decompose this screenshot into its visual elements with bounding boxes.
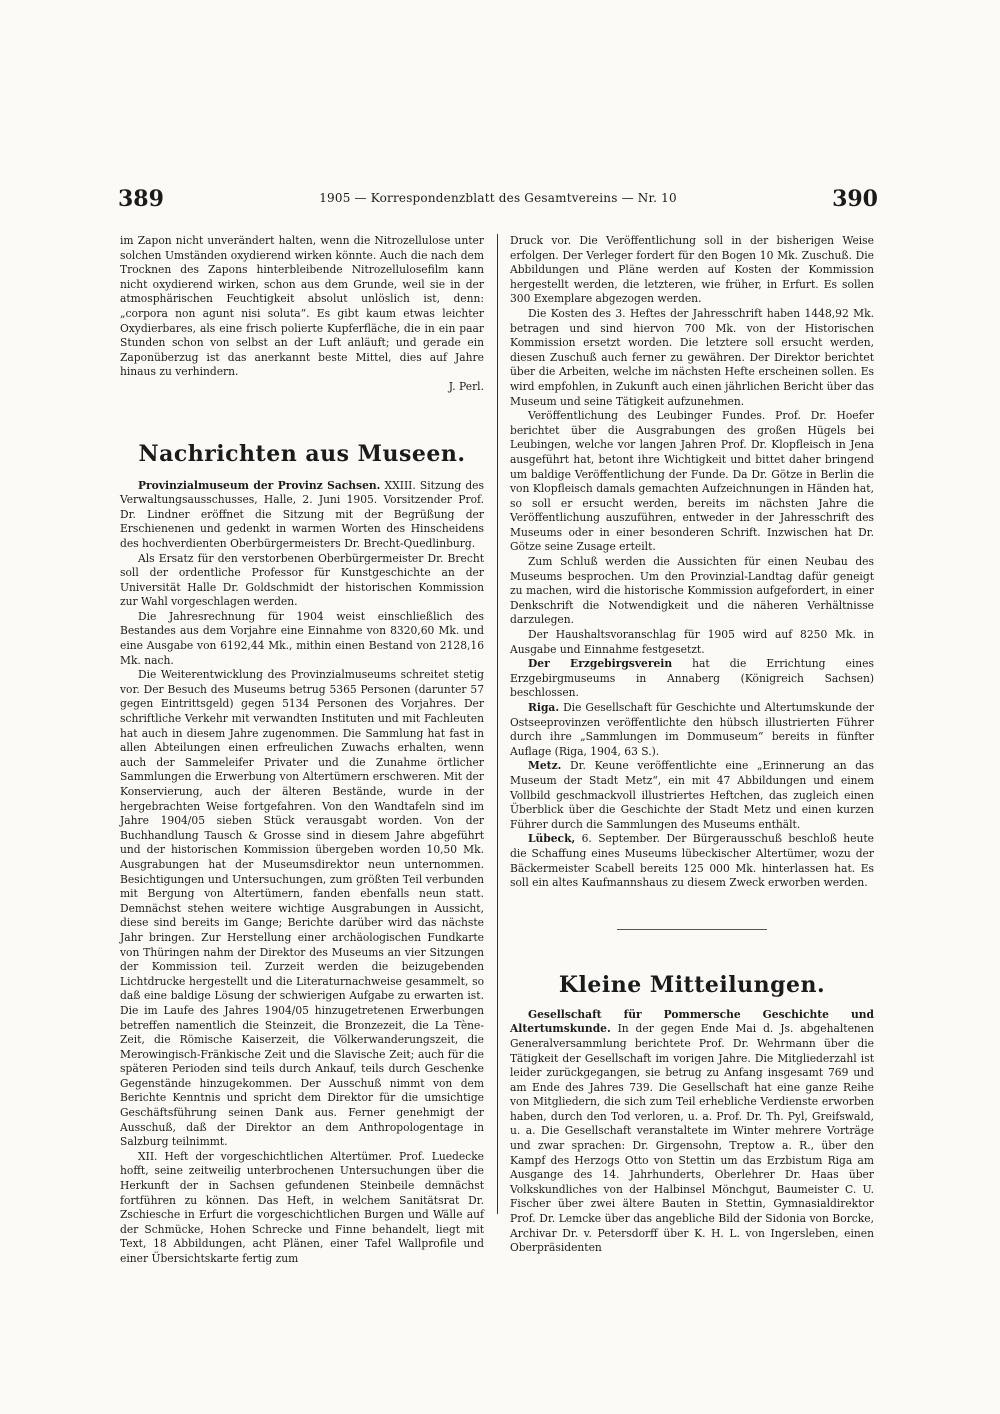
right-column bbox=[510, 234, 874, 1256]
paragraph: Druck vor. Die Veröffentlichung soll in der bisherigen Weise erfolgen. Der Verleger fordert für den Bogen 10 Mk. Zuschuß. Die Abbildungen und Pläne werden auf Kosten der Kommission hergestellt werden, die letzteren, wie früher, in Erfurt. Es sollen 300 Exemplare abgezogen werden. bbox=[510, 234, 874, 306]
paragraph: Der Haushaltsvoranschlag für 1905 wird auf 8250 Mk. in Ausgabe und Einnahme festgesetzt. bbox=[510, 628, 874, 656]
paragraph-lead: Lübeck, bbox=[528, 832, 576, 846]
paragraph: Die Jahresrechnung für 1904 weist einschließlich des Bestandes aus dem Vorjahre eine Einnahme von 8320,60 Mk. und eine Ausgabe von 6192,44 Mk., mithin einen Bestand von 2128,16 Mk. nach. bbox=[120, 609, 484, 667]
paragraph: Die Kosten des 3. Heftes der Jahresschrift haben 1448,92 Mk. betragen und sind hiervon 700 Mk. von der Historischen Kommission ersetzt worden. Die letztere soll ersucht werden, diesen Zuschuß auch ferner zu gewähren. Der Direktor berichtet über die Arbeiten, welche im nächsten Hefte erscheinen sollen. Es wird empfohlen, in Zukunft auch einen jährlichen Bericht über das Museum und seine Tätigkeit aufzunehmen. bbox=[510, 306, 874, 408]
paragraph: Riga. Die Gesellschaft für Geschichte und Altertumskunde der Ostseeprovinzen veröffentlichte den hübsch illustrierten Führer durch ihre „Sammlungen im Dommuseum“ bereits in fünfter Auflage (Riga, 1904, 63 S.). bbox=[510, 701, 874, 758]
left-column bbox=[120, 234, 484, 1267]
paragraph-lead: Provinzialmuseum der Provinz Sachsen. bbox=[138, 478, 381, 492]
paragraph: Lübeck, 6. September. Der Bürgerausschuß beschloß heute die Schaffung eines Museums lübeckischer Altertümer, wozu der Bäckermeister Scabell bereits 125 000 Mk. hinterlassen hat. Es soll ein altes Kaufmannshaus zu diesem Zweck erworben werden. bbox=[510, 832, 874, 890]
paragraph-lead: Gesellschaft für Pommersche Geschichte und Altertumskunde. bbox=[510, 1007, 874, 1036]
paragraph: Veröffentlichung des Leubinger Fundes. Prof. Dr. Hoefer berichtet über die Ausgrabungen des großen Hügels bei Leubingen, welche vor langen Jahren Prof. Dr. Klopfleisch in Jena ausgeführt hat, betont ihre Wichtigkeit und bittet daher bringend um baldige Veröffentlichung der Funde. Da Dr. Götze in Berlin die von Klopfleisch damals gemachten Aufzeichnungen in Händen hat, so soll er ersucht werden, bereits im nächsten Jahre die Veröffentlichung auszuführen, entweder in der Jahresschrift des Museums oder in einer besonderen Schrift. Inzwischen hat Dr. Götze seine Zusage erteilt. bbox=[510, 409, 874, 554]
section-heading: Kleine Mitteilungen. bbox=[558, 971, 826, 998]
page-number-left: 389 bbox=[118, 186, 164, 212]
column-divider bbox=[497, 234, 498, 1214]
author-signature: J. Perl. bbox=[448, 379, 484, 393]
paragraph: Provinzialmuseum der Provinz Sachsen. XXIII. Sitzung des Verwaltungsausschusses, Halle, 2. Juni 1905. Vorsitzender Prof. Dr. Lindner eröffnet die Sitzung mit der Begrüßung der Erschienenen und gedenkt in warmen Worten des Hinscheidens des hochverdienten Oberbürgermeisters Dr. Brecht-Quedlinburg. bbox=[120, 478, 484, 550]
paragraph: XII. Heft der vorgeschichtlichen Altertümer. Prof. Luedecke hofft, seine zeitweilig unterbrochenen Untersuchungen über die Herkunft der in Sachsen gefundenen Steinbeile demnächst fortführen zu können. Das Heft, in welchem Sanitätsrat Dr. Zschiesche in Erfurt die vorgeschichtlichen Burgen und Wälle auf der Schmücke, Hohen Schrecke und Finne behandelt, liegt mit Text, 18 Abbildungen, acht Plänen, einer Tafel Wallprofile und einer Übersichtskarte fertig zum bbox=[120, 1149, 484, 1265]
page-number-right: 390 bbox=[832, 186, 878, 212]
running-title: 1905 — Korrespondenzblatt des Gesamtvereins — Nr. 10 bbox=[319, 191, 677, 205]
section-heading: Nachrichten aus Museen. bbox=[138, 440, 466, 467]
paragraph-lead: Riga. bbox=[528, 701, 560, 714]
paragraph: Die Weiterentwicklung des Provinzialmuseums schreitet stetig vor. Der Besuch des Museums betrug 5365 Personen (darunter 57 gegen Eintrittsgeld) gegen 5134 Personen des Vorjahres. Der schriftliche Verkehr mit verwandten Instituten und mit Fachleuten hat auch in diesem Jahre zugenommen. Die Sammlung hat fast in allen Abteilungen einen erfreulichen Zuwachs erhalten, wenn auch der Sammeleifer Privater und die Zunahme örtlicher Sammlungen die Erwerbung von Altertümern erschweren. Mit der Konservierung, auch der älteren Bestände, wurde in der hergebrachten Weise fortgefahren. Von den Wandtafeln sind im Jahre 1904/05 sieben Stück verausgabt worden. Von der Buchhandlung Tausch & Grosse sind in diesem Jahre abgeführt und der historischen Kommission übergeben worden 10,50 Mk. Ausgrabungen hat der Museumsdirektor neun unternommen. Besichtigungen und Untersuchungen, zum größten Teil verbunden mit Bergung von Altertümern, fanden ebenfalls neun statt. Demnächst stehen weitere wichtige Ausgrabungen in Aussicht, diese sind bereits im Gange; Berichte darüber wird das nächste Jahr bringen. Zur Herstellung einer archäologischen Fundkarte von Thüringen nahm der Direktor des Museums an vier Sitzungen der Kommission teil. Zurzeit werden die beizugebenden Lichtdrucke hergestellt und die Literaturnachweise gesammelt, so daß eine baldige Lösung der schwierigen Aufgabe zu erwarten ist. Die im Laufe des Jahres 1904/05 hinzugetretenen Erwerbungen betreffen namentlich die Steinzeit, die Bronzezeit, die La Tène-Zeit, die Römische Kaiserzeit, die Völkerwanderungszeit, die Merowingisch-Fränkische Zeit und die Slavische Zeit; auch für die späteren Perioden sind teils durch Ankauf, teils durch Geschenke Gegenstände hinzugekommen. Der Ausschuß nimmt von dem Berichte Kenntnis und spricht dem Direktor für die umsichtige Geschäftsführung seinen Dank aus. Ferner genehmigt der Ausschuß, daß der Direktor an dem Anthropologentage in Salzburg teilnimmt. bbox=[120, 668, 484, 1149]
paragraph: Als Ersatz für den verstorbenen Oberbürgermeister Dr. Brecht soll der ordentliche Professor für Kunstgeschichte an der Universität Halle Dr. Goldschmidt der historischen Kommission zur Wahl vorgeschlagen werden. bbox=[120, 551, 484, 609]
paragraph: Zum Schluß werden die Aussichten für einen Neubau des Museums besprochen. Um den Provinzial-Landtag dafür geneigt zu machen, wird die historische Kommission aufgefordert, in einer Denkschrift die Notwendigkeit und die näheren Verhältnisse darzulegen. bbox=[510, 555, 874, 627]
paragraph-lead: Der Erzgebirgsverein bbox=[528, 657, 673, 671]
paragraph: Metz. Dr. Keune veröffentlichte eine „Erinnerung an das Museum der Stadt Metz“, ein mit 47 Abbildungen und einem Vollbild geschmackvoll illustriertes Heftchen, das zugleich einen Überblick über die Geschichte der Stadt Metz und einen kurzen Führer durch die Sammlungen des Museums enthält. bbox=[510, 759, 874, 831]
paragraph: Gesellschaft für Pommersche Geschichte und Altertumskunde. In der gegen Ende Mai d. Js. abgehaltenen Generalversammlung berichtete Prof. Dr. Wehrmann über die Tätigkeit der Gesellschaft im vorigen Jahre. Die Mitgliederzahl ist leider zurückgegangen, sie betrug zu Anfang insgesamt 769 und am Ende des Jahres 739. Die Gesellschaft hat eine ganze Reihe von Mitgliedern, die sich zum Teil erhebliche Verdienste erworben haben, durch den Tod verloren, u. a. Prof. Dr. Th. Pyl, Greifswald, u. a. Die Gesellschaft veranstaltete im Winter mehrere Vorträge und zwar sprachen: Dr. Girgensohn, Treptow a. R., über den Kampf des Herzogs Otto von Stettin um das Erzbistum Riga am Ausgange des 14. Jahrhunderts, Oberlehrer Dr. Haas über Volkskundliches von der Halbinsel Mönchgut, Baumeister C. U. Fischer über zwei ältere Bauten in Stettin, Gymnasialdirektor Prof. Dr. Lemcke über das angebliche Bild der Sidonia von Borcke, Archivar Dr. v. Petersdorff über K. H. L. von Ingersleben, einen Oberpräsidenten bbox=[510, 1007, 874, 1255]
paragraph: Der Erzgebirgsverein hat die Errichtung eines Erzgebirgmuseums in Annaberg (Königreich Sachsen) beschlossen. bbox=[510, 657, 874, 700]
paragraph-lead: Metz. bbox=[528, 759, 562, 773]
page-header bbox=[118, 186, 878, 216]
paragraph: im Zapon nicht unverändert halten, wenn die Nitrozellulose unter solchen Umständen oxydierend wirken könnte. Auch die nach dem Trocknen des Zapons hinterbleibende Nitrozellulosefilm kann nicht oxydierend wirken, schon aus dem Grunde, weil sie in der atmosphärischen Feuchtigkeit absolut unlöslich ist, denn: „corpora non agunt nisi soluta“. Es gibt kaum etwas leichter Oxydierbares, als eine frisch polierte Kupferfläche, die in ein paar Stunden schon von selbst an der Luft anläuft; und gerade ein Zaponüberzug ist das anerkannt beste Mittel, dies auf Jahre hinaus zu verhindern. bbox=[120, 234, 484, 379]
section-rule bbox=[617, 929, 767, 930]
